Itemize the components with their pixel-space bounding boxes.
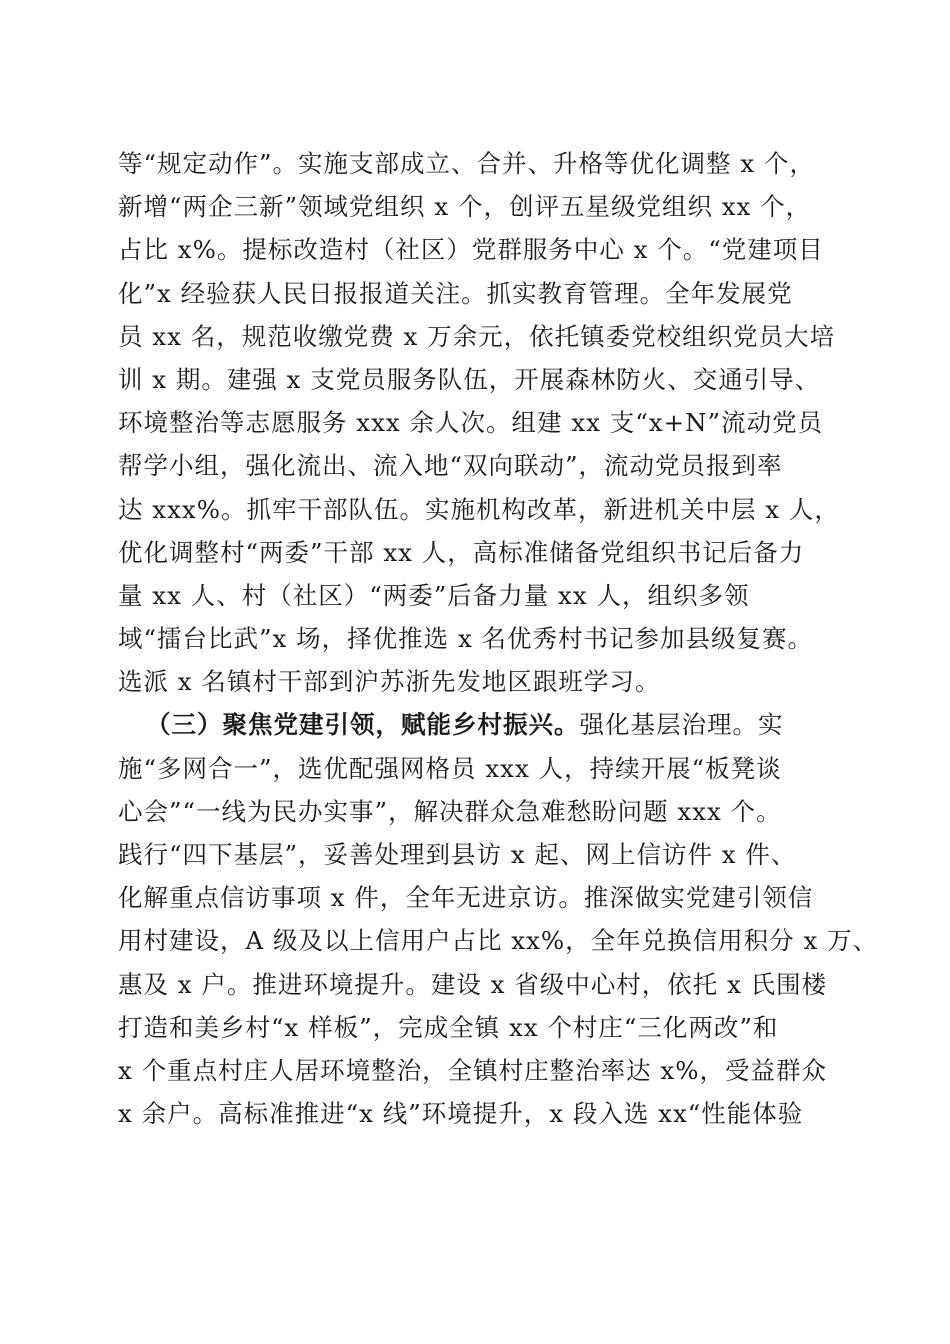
text-line: 等“规定动作”。实施支部成立、合并、升格等优化调整 x 个， <box>118 149 815 178</box>
text-line: 惠及 x 户。推进环境提升。建设 x 省级中心村，依托 x 氏围楼 <box>118 969 828 999</box>
text-line: 化解重点信访事项 x 件，全年无进京访。推深做实党建引领信 <box>118 883 814 913</box>
text-line: 选派 x 名镇村干部到沪苏浙先发地区跟班学习。 <box>118 667 661 697</box>
text-line: 达 xxx%。抓牢干部队伍。实施机构改革，新进机关中层 x 人， <box>118 494 840 524</box>
text-line: 践行“四下基层”，妥善处理到县访 x 起、网上信访件 x 件、 <box>118 840 797 869</box>
section-heading: （三）聚焦党建引领，赋能乡村振兴。 <box>146 710 580 740</box>
text-line: 化”x 经验获人民日报报道关注。抓实教育管理。全年发展党 <box>118 278 793 308</box>
text-line: x 余户。高标准推进“x 线”环境提升，x 段入选 xx“性能体验 <box>118 1099 804 1129</box>
text-line: 训 x 期。建强 x 支党员服务队伍，开展森林防火、交通引导、 <box>118 364 821 394</box>
text-line: 心会”“一线为民办实事”，解决群众急难愁盼问题 xxx 个。 <box>118 796 782 826</box>
text-line: 量 xx 人、村（社区）“两委”后备力量 xx 人，组织多领 <box>118 580 750 610</box>
section-heading-rest: 强化基层治理。实 <box>579 710 784 740</box>
text-line: 帮学小组，强化流出、流入地“双向联动”，流动党员报到率 <box>118 451 783 481</box>
text-line: 环境整治等志愿服务 xxx 余人次。组建 xx 支“x+N”流动党员 <box>118 408 824 438</box>
text-line: 占比 x%。提标改造村（社区）党群服务中心 x 个。“党建项目 <box>118 235 824 265</box>
text-line: 员 xx 名，规范收缴党费 x 万余元，依托镇委党校组织党员大培 <box>118 321 836 351</box>
text-line: 优化调整村“两委”干部 xx 人，高标准储备党组织书记后备力 <box>118 537 805 567</box>
text-line: 新增“两企三新”领域党组织 x 个，创评五星级党组织 xx 个， <box>118 192 812 222</box>
text-line: x 个重点村庄人居环境整治，全镇村庄整治率达 x%，受益群众 <box>118 1055 827 1085</box>
text-line: 打造和美乡村“x 样板”，完成全镇 xx 个村庄“三化两改”和 <box>118 1012 779 1042</box>
body-text <box>118 142 879 1135</box>
section-heading-line <box>118 703 838 746</box>
text-line: 用村建设，A 级及以上信用户占比 xx%，全年兑换信用积分 x 万、 <box>118 926 879 956</box>
text-line: 域“擂台比武”x 场，择优推选 x 名优秀村书记参加县级复赛。 <box>118 624 814 654</box>
text-line: 施“多网合一”，选优配强网格员 xxx 人，持续开展“板凳谈 <box>118 753 782 783</box>
